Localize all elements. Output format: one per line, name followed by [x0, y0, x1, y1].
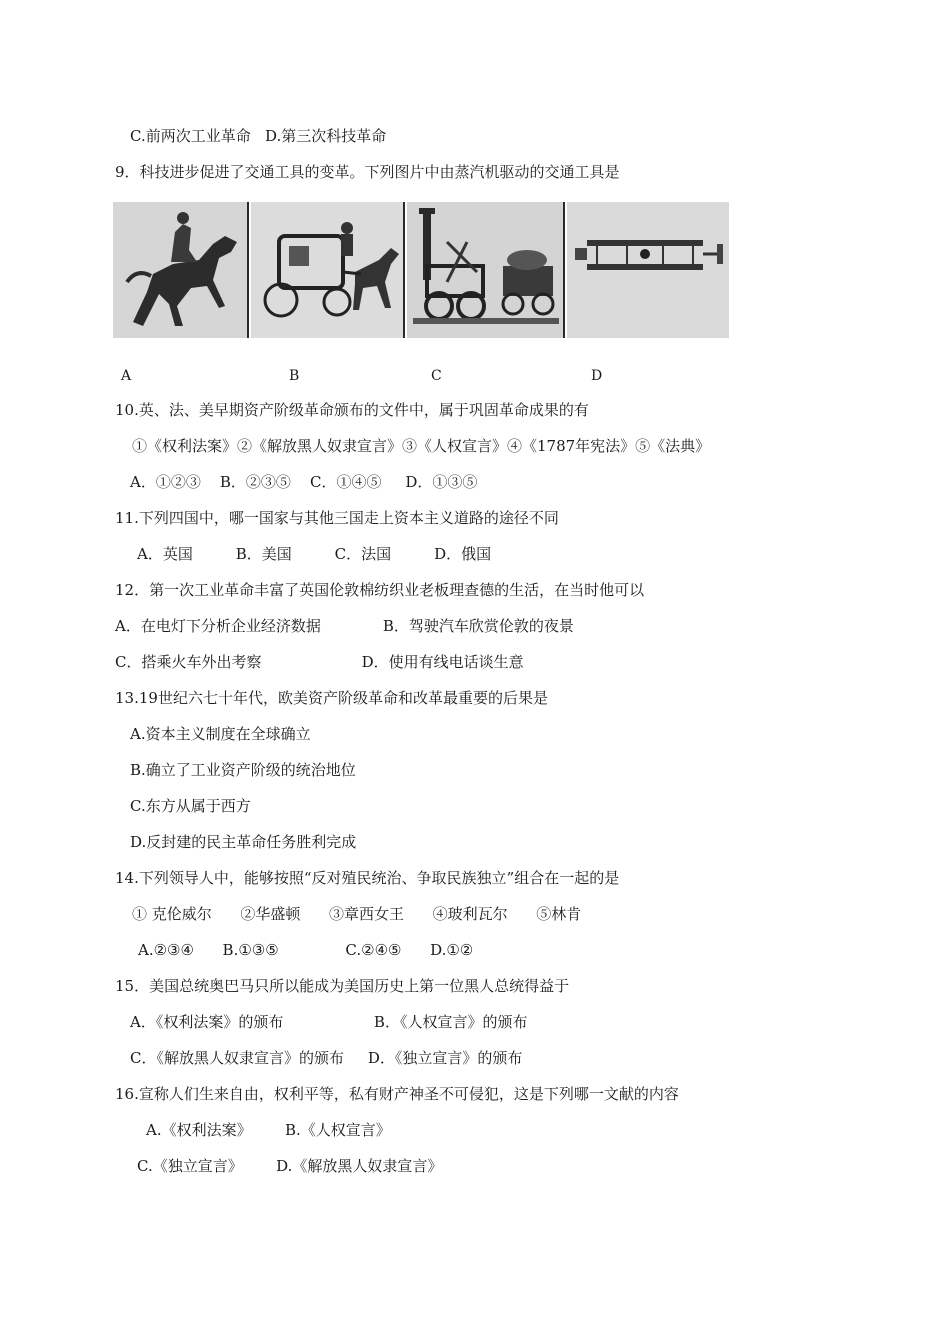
q15-stem: 15．美国总统奥巴马只所以能成为美国历史上第一位黑人总统得益于: [115, 977, 570, 995]
picture-a: [113, 202, 249, 338]
q12-stem: 12．第一次工业革命丰富了英国伦敦棉纺织业老板理查德的生活，在当时他可以: [115, 581, 645, 599]
q10-options: A．①②③ B．②③⑤ C．①④⑤ D．①③⑤: [130, 473, 478, 491]
q10-items: ①《权利法案》②《解放黑人奴隶宣言》③《人权宣言》④《1787年宪法》⑤《法典》: [132, 437, 711, 455]
biplane-image: [567, 202, 729, 338]
q14-options: A.②③④ B.①③⑤ C.②④⑤ D.①②: [138, 941, 474, 959]
picture-c: [407, 202, 565, 338]
q9-stem: 9．科技进步促进了交通工具的变革。下列图片中由蒸汽机驱动的交通工具是: [115, 163, 620, 181]
q12-options-ab: A．在电灯下分析企业经济数据 B．驾驶汽车欣赏伦敦的夜景: [115, 617, 574, 635]
q12-options-cd: C．搭乘火车外出考察 D．使用有线电话谈生意: [115, 653, 524, 671]
picture-d: [567, 202, 729, 338]
q14-stem: 14.下列领导人中，能够按照“反对殖民统治、争取民族独立”组合在一起的是: [115, 869, 620, 887]
q13-stem: 13.19世纪六七十年代，欧美资产阶级革命和改革最重要的后果是: [115, 689, 548, 707]
q11-options: A．英国 B．美国 C．法国 D．俄国: [137, 545, 492, 563]
q16-options-ab: A.《权利法案》 B.《人权宣言》: [146, 1121, 391, 1139]
q15-options-ab: A．《权利法案》的颁布 B．《人权宣言》的颁布: [130, 1013, 528, 1031]
picture-label-d: D: [591, 368, 603, 384]
picture-label-c: C: [431, 368, 442, 384]
q16-options-cd: C.《独立宣言》 D.《解放黑人奴隶宣言》: [137, 1157, 443, 1175]
q8-options-cd: C.前两次工业革命 D.第三次科技革命: [130, 127, 387, 145]
q10-stem: 10.英、法、美早期资产阶级革命颁布的文件中，属于巩固革命成果的有: [115, 401, 589, 419]
q13-option-b: B.确立了工业资产阶级的统治地位: [130, 761, 356, 779]
q13-option-d: D.反封建的民主革命任务胜利完成: [130, 833, 357, 851]
picture-label-a: A: [121, 368, 132, 384]
horse-rider-image: [113, 202, 247, 338]
q13-option-c: C.东方从属于西方: [130, 797, 251, 815]
q16-stem: 16.宣称人们生来自由，权利平等，私有财产神圣不可侵犯，这是下列哪一文献的内容: [115, 1085, 679, 1103]
q15-options-cd: C．《解放黑人奴隶宣言》的颁布 D．《独立宣言》的颁布: [130, 1049, 523, 1067]
horse-carriage-image: [251, 202, 403, 338]
steam-locomotive-image: [407, 202, 563, 338]
q13-option-a: A.资本主义制度在全球确立: [130, 725, 311, 743]
picture-label-b: B: [289, 368, 300, 384]
picture-b: [251, 202, 405, 338]
q11-stem: 11.下列四国中，哪一国家与其他三国走上资本主义道路的途径不同: [115, 509, 559, 527]
q14-items: ① 克伦威尔 ②华盛顿 ③章西女王 ④玻利瓦尔 ⑤林肯: [132, 905, 582, 923]
